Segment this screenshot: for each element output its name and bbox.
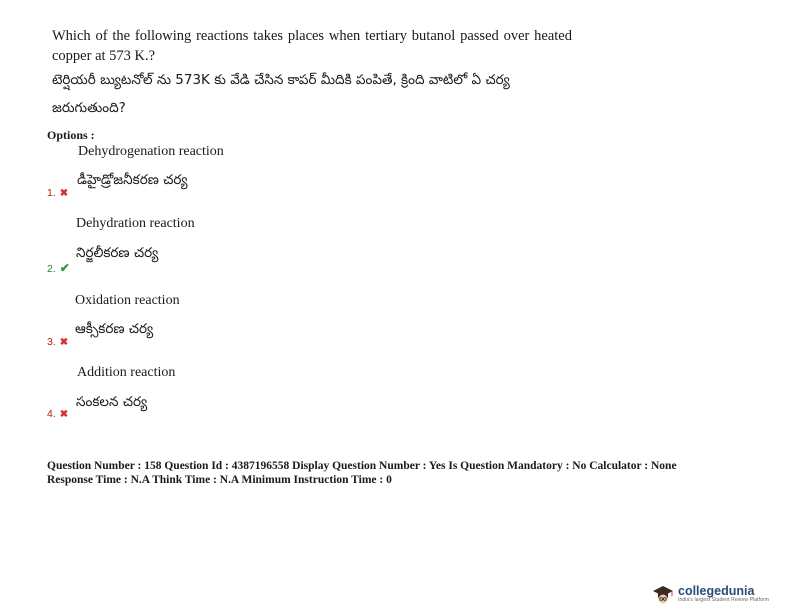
option-2-number: 2. [47, 263, 56, 275]
graduation-cap-icon [652, 583, 674, 605]
logo-name: collegedunia [678, 584, 755, 598]
option-4-english: Addition reaction [77, 365, 176, 380]
collegedunia-logo [652, 583, 769, 605]
question-telugu-line2: జరుగుతుంది? [52, 100, 126, 116]
option-3-telugu: ఆక్సీకరణ చర్య [75, 321, 154, 337]
option-3-english: Oxidation reaction [75, 293, 180, 308]
question-meta-line2: Response Time : N.A Think Time : N.A Minimum Instruction Time : 0 [47, 474, 392, 486]
question-telugu-line1: టెర్షియరీ బ్యుటనోల్ ను 573K కు వేడి చేసిన కాపర్ మీదికి పంపితే, క్రింది వాటిలో ఏ చర్య [52, 72, 510, 88]
cross-icon: ✖ [59, 409, 69, 420]
question-english: Which of the following reactions takes places when tertiary butanol passed over heated copper at 573 K.? [52, 28, 572, 64]
option-1-number-row [47, 187, 68, 199]
option-2-telugu: నిర్జలీకరణ చర్య [76, 245, 159, 261]
option-3-number-row [47, 336, 68, 348]
option-4-telugu: సంకలన చర్య [76, 394, 148, 410]
option-1-english: Dehydrogenation reaction [78, 144, 224, 159]
logo-tagline: India's largest Student Review Platform [678, 597, 770, 603]
cross-icon: ✖ [59, 337, 69, 348]
check-icon: ✔ [59, 261, 70, 275]
options-label: Options : [47, 128, 95, 142]
option-2-english: Dehydration reaction [76, 216, 195, 231]
cross-icon: ✖ [59, 188, 69, 199]
option-4-number-row [47, 408, 68, 420]
option-2-number-row [47, 261, 70, 275]
option-1-number: 1. [47, 187, 56, 199]
option-4-number: 4. [47, 408, 56, 420]
option-1-telugu: డీహైడ్రోజనీకరణ చర్య [77, 172, 188, 188]
option-3-number: 3. [47, 336, 56, 348]
question-meta-line1: Question Number : 158 Question Id : 4387196558 Display Question Number : Yes Is Question Mandatory : No Calculator : None [47, 460, 677, 472]
